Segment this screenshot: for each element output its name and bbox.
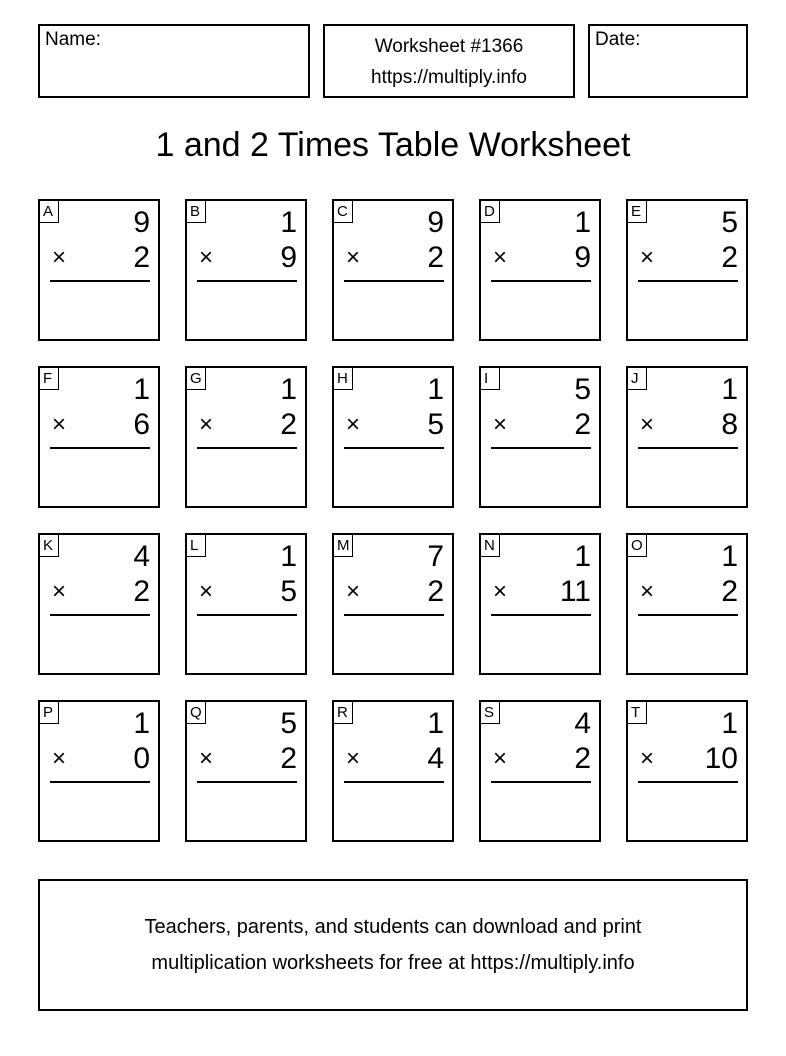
- multiplicand: 9: [427, 206, 444, 239]
- multiplier: 9: [574, 241, 591, 274]
- answer-line: [50, 781, 150, 783]
- answer-line: [50, 614, 150, 616]
- problem-letter-label: H: [334, 368, 353, 390]
- answer-line: [491, 447, 591, 449]
- multiplier: 6: [133, 408, 150, 441]
- worksheet-number: Worksheet #1366: [374, 36, 524, 57]
- answer-line: [491, 614, 591, 616]
- answer-line: [638, 781, 738, 783]
- multiplicand: 5: [574, 373, 591, 406]
- answer-line: [50, 280, 150, 282]
- multiplier: 2: [574, 408, 591, 441]
- problem-letter-label: I: [481, 368, 500, 390]
- footer-text-line-2: multiplication worksheets for free at https://multiply.info: [151, 952, 635, 974]
- problem-card: [626, 533, 748, 675]
- multiplier: 2: [133, 241, 150, 274]
- times-sign: ×: [199, 578, 214, 605]
- name-label: Name:: [45, 29, 101, 50]
- multiplier: 2: [427, 241, 444, 274]
- answer-line: [197, 781, 297, 783]
- times-sign: ×: [52, 578, 67, 605]
- multiplicand: 7: [427, 540, 444, 573]
- times-sign: ×: [493, 745, 508, 772]
- times-sign: ×: [640, 411, 655, 438]
- problem-card: [626, 366, 748, 508]
- multiplicand: 1: [133, 707, 150, 740]
- problem-letter-label: Q: [187, 702, 206, 724]
- times-sign: ×: [640, 578, 655, 605]
- date-label: Date:: [595, 29, 641, 50]
- multiplicand: 5: [280, 707, 297, 740]
- worksheet-url: https://multiply.info: [371, 67, 527, 88]
- answer-line: [344, 781, 444, 783]
- multiplier: 2: [133, 575, 150, 608]
- footer-text-line-1: Teachers, parents, and students can download and print: [144, 916, 642, 938]
- multiplicand: 1: [427, 707, 444, 740]
- problem-letter-label: N: [481, 535, 500, 557]
- multiplier: 2: [574, 742, 591, 775]
- problem-card: [185, 366, 307, 508]
- answer-line: [197, 614, 297, 616]
- date-field-box: [588, 24, 748, 98]
- multiplicand: 1: [574, 206, 591, 239]
- page-title: 1 and 2 Times Table Worksheet: [155, 126, 631, 164]
- multiplier: 8: [721, 408, 738, 441]
- times-sign: ×: [199, 745, 214, 772]
- problem-letter-label: E: [628, 201, 647, 223]
- answer-line: [491, 280, 591, 282]
- problem-card: [332, 533, 454, 675]
- problem-letter-label: T: [628, 702, 647, 724]
- answer-line: [491, 781, 591, 783]
- answer-line: [638, 447, 738, 449]
- problem-card: [332, 700, 454, 842]
- worksheet-info-box: [323, 24, 575, 98]
- multiplier: 2: [427, 575, 444, 608]
- problem-card: [185, 700, 307, 842]
- problem-letter-label: D: [481, 201, 500, 223]
- multiplicand: 1: [427, 373, 444, 406]
- answer-line: [344, 447, 444, 449]
- times-sign: ×: [346, 745, 361, 772]
- problem-card: [38, 199, 160, 341]
- problem-card: [332, 199, 454, 341]
- multiplier: 0: [133, 742, 150, 775]
- multiplicand: 4: [133, 540, 150, 573]
- answer-line: [344, 280, 444, 282]
- multiplicand: 1: [280, 206, 297, 239]
- answer-line: [638, 614, 738, 616]
- multiplier: 2: [280, 408, 297, 441]
- answer-line: [197, 280, 297, 282]
- times-sign: ×: [493, 578, 508, 605]
- times-sign: ×: [346, 411, 361, 438]
- problem-card: [38, 700, 160, 842]
- multiplier: 2: [721, 575, 738, 608]
- multiplier: 11: [559, 575, 591, 608]
- problem-card: [626, 199, 748, 341]
- times-sign: ×: [493, 244, 508, 271]
- multiplier: 2: [280, 742, 297, 775]
- times-sign: ×: [199, 411, 214, 438]
- multiplicand: 1: [280, 540, 297, 573]
- problem-card: [479, 700, 601, 842]
- multiplier: 5: [427, 408, 444, 441]
- problem-card: [479, 199, 601, 341]
- times-sign: ×: [640, 244, 655, 271]
- times-sign: ×: [346, 244, 361, 271]
- problem-letter-label: R: [334, 702, 353, 724]
- multiplicand: 9: [133, 206, 150, 239]
- times-sign: ×: [52, 244, 67, 271]
- problem-card: [626, 700, 748, 842]
- answer-line: [197, 447, 297, 449]
- answer-line: [50, 447, 150, 449]
- problem-card: [38, 366, 160, 508]
- multiplicand: 1: [721, 707, 738, 740]
- problem-card: [185, 533, 307, 675]
- problem-letter-label: O: [628, 535, 647, 557]
- problem-letter-label: B: [187, 201, 206, 223]
- multiplier: 10: [704, 742, 738, 775]
- problem-grid: [38, 199, 750, 844]
- multiplicand: 1: [133, 373, 150, 406]
- problem-letter-label: G: [187, 368, 206, 390]
- problem-letter-label: M: [334, 535, 353, 557]
- answer-line: [638, 280, 738, 282]
- problem-card: [332, 366, 454, 508]
- multiplicand: 5: [721, 206, 738, 239]
- problem-letter-label: L: [187, 535, 206, 557]
- multiplicand: 4: [574, 707, 591, 740]
- problem-card: [479, 533, 601, 675]
- footer-box: [38, 879, 748, 1011]
- answer-line: [344, 614, 444, 616]
- multiplier: 9: [280, 241, 297, 274]
- problem-card: [185, 199, 307, 341]
- times-sign: ×: [52, 411, 67, 438]
- multiplicand: 1: [574, 540, 591, 573]
- multiplier: 5: [280, 575, 297, 608]
- problem-letter-label: C: [334, 201, 353, 223]
- problem-letter-label: J: [628, 368, 647, 390]
- problem-letter-label: K: [40, 535, 59, 557]
- multiplicand: 1: [721, 540, 738, 573]
- times-sign: ×: [199, 244, 214, 271]
- problem-letter-label: F: [40, 368, 59, 390]
- times-sign: ×: [52, 745, 67, 772]
- multiplier: 4: [427, 742, 444, 775]
- multiplier: 2: [721, 241, 738, 274]
- multiplicand: 1: [280, 373, 297, 406]
- times-sign: ×: [346, 578, 361, 605]
- times-sign: ×: [640, 745, 655, 772]
- multiplicand: 1: [721, 373, 738, 406]
- problem-letter-label: S: [481, 702, 500, 724]
- problem-card: [479, 366, 601, 508]
- problem-letter-label: P: [40, 702, 59, 724]
- name-field-box: [38, 24, 310, 98]
- problem-card: [38, 533, 160, 675]
- problem-letter-label: A: [40, 201, 59, 223]
- times-sign: ×: [493, 411, 508, 438]
